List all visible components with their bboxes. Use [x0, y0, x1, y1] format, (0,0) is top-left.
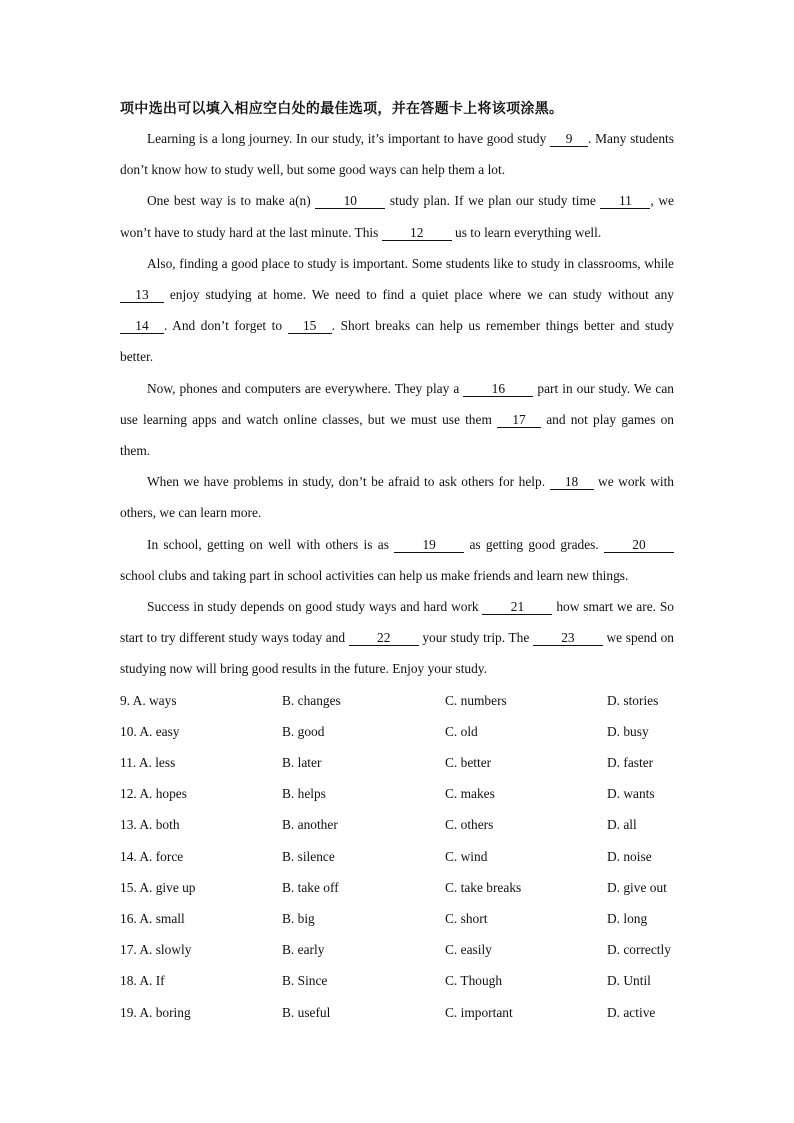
passage-text: as getting good grades. [464, 536, 604, 552]
passage-text: we work with others, we can learn more. [120, 474, 674, 521]
blank-18: 18 [550, 475, 594, 490]
option-choice: 11. A. less [120, 755, 176, 771]
option-choice: 19. A. boring [120, 1004, 191, 1020]
option-choice: D. all [607, 817, 637, 833]
passage-text: In school, getting on well with others is as [147, 536, 395, 552]
option-choice: D. Until [607, 973, 651, 989]
instruction-text: 项中选出可以填入相应空白处的最佳选项，并在答题卡上将该项涂黑。 [120, 101, 564, 117]
option-choice: 15. A. give up [120, 879, 196, 895]
option-choice: B. silence [282, 848, 335, 864]
option-choice: C. makes [445, 786, 495, 802]
option-choice: B. useful [282, 1004, 331, 1020]
passage-text: your study trip. The [418, 630, 533, 646]
option-choice: C. others [445, 817, 494, 833]
passage-text: and not play games on them. [120, 411, 675, 459]
option-choice: D. stories [607, 692, 659, 708]
passage-text: When we have problems in study, don’t be afraid to ask others for help. [147, 474, 550, 490]
option-row [120, 747, 674, 778]
option-choice: B. later [282, 755, 322, 771]
blank-15: 15 [288, 319, 332, 334]
blank-13: 13 [120, 288, 164, 303]
passage-paragraph [120, 466, 674, 528]
option-choice: C. numbers [445, 692, 507, 708]
option-choice: C. wind [445, 848, 488, 864]
option-choice: D. faster [607, 755, 654, 771]
option-choice: D. noise [607, 848, 652, 864]
blank-12: 12 [382, 226, 452, 241]
passage-text: Now, phones and computers are everywhere. They play a [147, 380, 464, 396]
passage-text: . And don’t forget to [164, 318, 288, 334]
option-choice: 18. A. If [120, 973, 165, 989]
option-choice: 9. A. ways [120, 692, 177, 708]
passage-text: how smart we are. So start to try different study ways today and [120, 599, 675, 646]
option-row [120, 997, 674, 1028]
option-row [120, 685, 674, 716]
option-choice: B. changes [282, 692, 341, 708]
blank-23: 23 [533, 631, 603, 646]
blank-11: 11 [600, 194, 650, 209]
passage-paragraph [120, 185, 674, 247]
option-choice: B. helps [282, 786, 326, 802]
option-choice: D. give out [607, 879, 667, 895]
option-choice: D. long [607, 910, 648, 926]
option-choice: 12. A. hopes [120, 786, 187, 802]
option-row [120, 809, 674, 840]
blank-20: 20 [604, 538, 674, 553]
option-row [120, 841, 674, 872]
option-row [120, 872, 674, 903]
passage-text: . Many students don’t know how to study well, but some good ways can help them a lot. [120, 131, 674, 178]
passage-text: . Short breaks can help us remember things better and study better. [120, 318, 674, 365]
option-choice: B. another [282, 817, 338, 833]
option-choice: D. wants [607, 786, 655, 802]
option-choice: C. Though [445, 973, 503, 989]
option-choice: 14. A. force [120, 848, 184, 864]
blank-22: 22 [349, 631, 419, 646]
option-choice: D. busy [607, 723, 649, 739]
option-choice: C. better [445, 755, 492, 771]
blank-21: 21 [482, 600, 552, 615]
option-choice: 13. A. both [120, 817, 180, 833]
option-choice: B. good [282, 723, 325, 739]
exam-page [120, 96, 674, 1028]
option-row [120, 903, 674, 934]
option-choice: B. Since [282, 973, 328, 989]
option-choice: B. big [282, 910, 315, 926]
passage-paragraph [120, 373, 674, 467]
passage-text: , we won’t have to study hard at the last minute. This [120, 193, 674, 240]
option-choice: B. early [282, 942, 325, 958]
passage-text: Also, finding a good place to study is important. Some students like to study in classrooms, while [147, 255, 674, 271]
option-row [120, 778, 674, 809]
passage-paragraph [120, 529, 674, 591]
reading-passage [120, 123, 674, 685]
passage-text: Learning is a long journey. In our study, it’s important to have good study [147, 131, 551, 146]
option-choice: D. active [607, 1004, 656, 1020]
option-choice: 10. A. easy [120, 723, 180, 739]
passage-text: us to learn everything well. [451, 224, 602, 240]
passage-text: Success in study depends on good study ways and hard work [147, 599, 483, 615]
passage-text: we spend on studying now will bring good results in the future. Enjoy your study. [120, 630, 674, 677]
passage-paragraph [120, 248, 674, 373]
blank-9: 9 [550, 132, 588, 147]
blank-14: 14 [120, 319, 164, 334]
option-choice: C. easily [445, 942, 492, 958]
blank-10: 10 [315, 194, 385, 209]
blank-17: 17 [497, 413, 541, 428]
option-choice: C. short [445, 910, 488, 926]
option-row [120, 934, 674, 965]
option-choice: C. old [445, 723, 478, 739]
option-choice: D. correctly [607, 942, 671, 958]
blank-19: 19 [394, 538, 464, 553]
passage-text: part in our study. We can use learning apps and watch online classes, but we must use them [120, 380, 674, 427]
passage-text: school clubs and taking part in school activities can help us make friends and learn new things. [120, 567, 629, 583]
passage-paragraph [120, 591, 674, 685]
blank-16: 16 [463, 382, 533, 397]
option-choice: 17. A. slowly [120, 942, 192, 958]
option-choice: C. take breaks [445, 879, 522, 895]
option-choice: B. take off [282, 879, 339, 895]
option-choice: 16. A. small [120, 910, 185, 926]
passage-text: study plan. If we plan our study time [385, 193, 601, 209]
passage-text: One best way is to make a(n) [147, 193, 316, 209]
answer-options [120, 685, 674, 1028]
passage-paragraph [120, 123, 674, 185]
option-row [120, 716, 674, 747]
option-choice: C. important [445, 1004, 513, 1020]
option-row [120, 965, 674, 996]
passage-text: enjoy studying at home. We need to find a quiet place where we can study without any [164, 287, 674, 303]
